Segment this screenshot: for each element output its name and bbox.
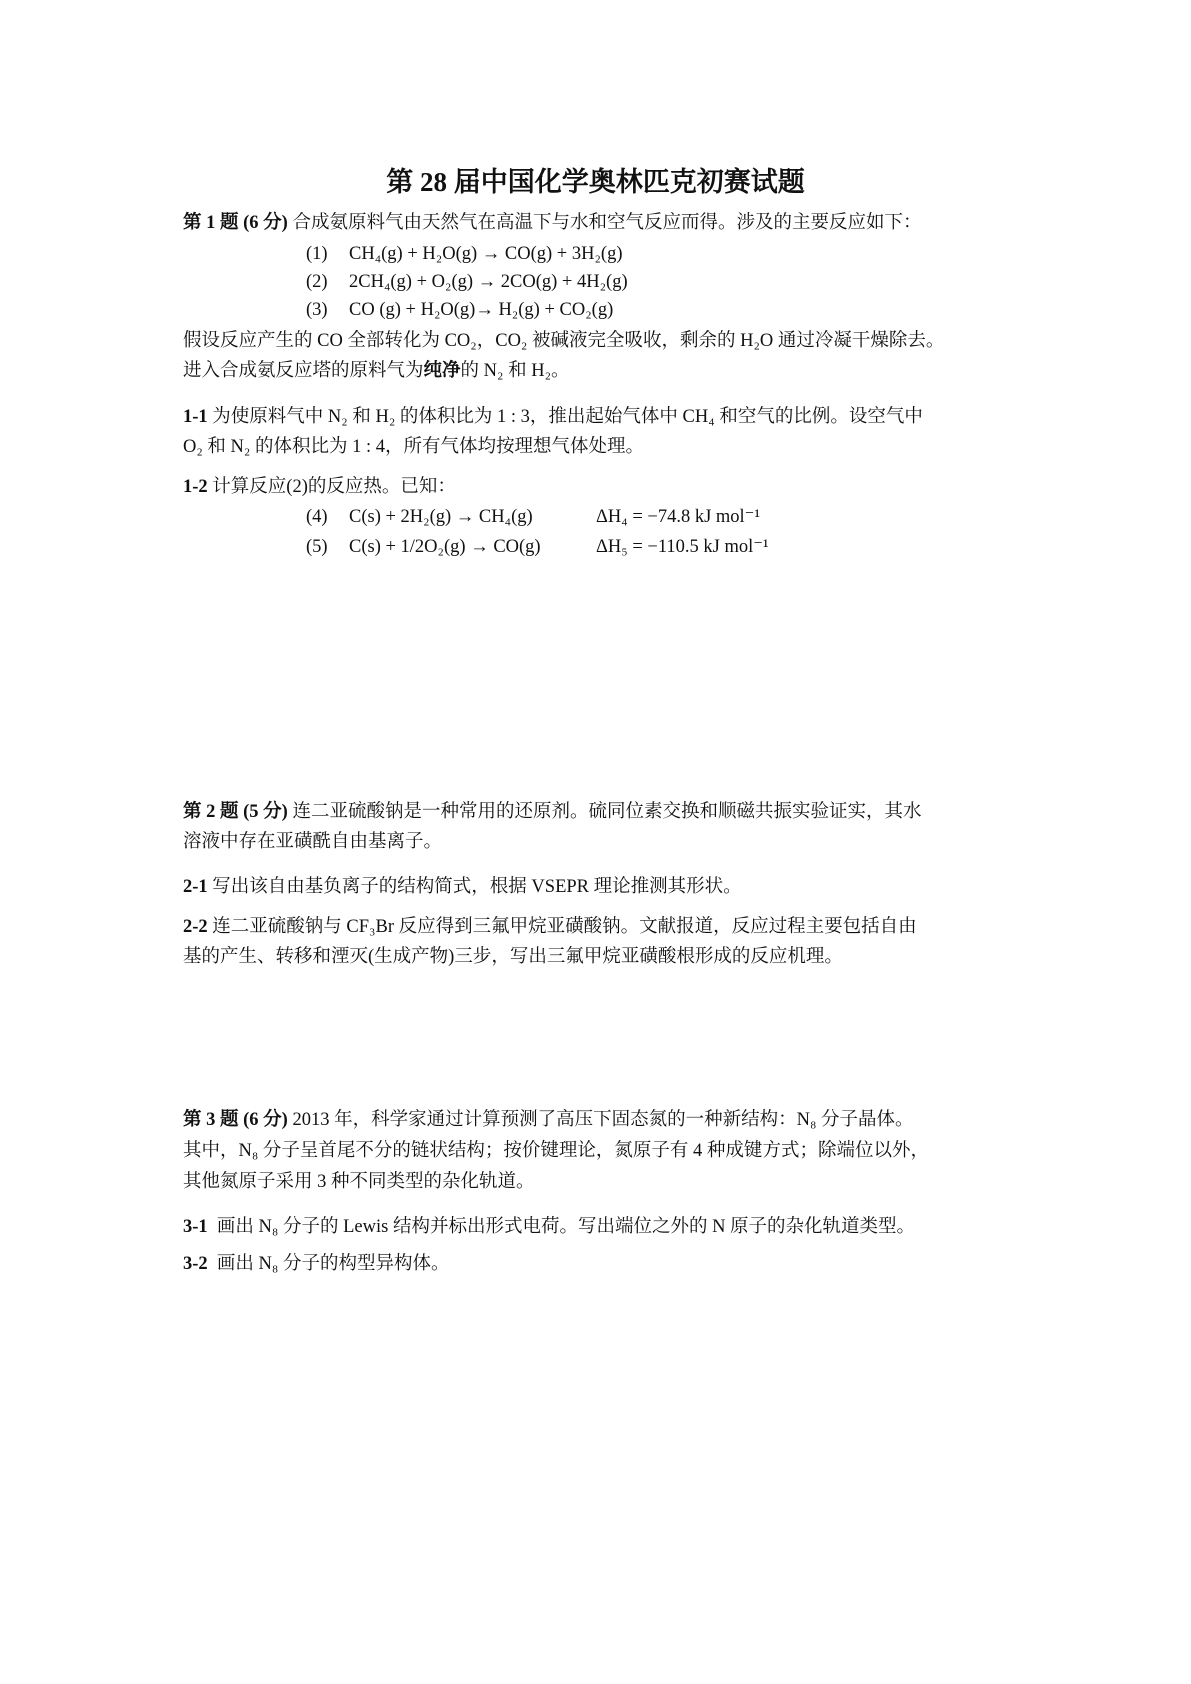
- reaction-equation: CO (g) + H₂O(g)→ H₂(g) + CO₂(g): [349, 300, 614, 320]
- part-text: 写出该自由基负离子的结构简式，根据 VSEPR 理论推测其形状。: [212, 877, 742, 897]
- q3-part2: [183, 1252, 449, 1276]
- q3-label: 第 3 题: [183, 1110, 239, 1130]
- reaction-equation: C(s) + 1/2O₂(g) → CO(g): [349, 537, 541, 557]
- reaction-number: (2): [306, 272, 328, 292]
- q1-header: [183, 211, 921, 235]
- part-text: 计算反应(2)的反应热。已知：: [212, 477, 456, 497]
- part-text: 为使原料气中 N₂ 和 H₂ 的体积比为 1 : 3，推出起始气体中 CH₄ 和空气的比例。设空气中: [212, 407, 923, 427]
- q2-label: 第 2 题: [183, 802, 239, 822]
- reaction-equation: C(s) + 2H₂(g) → CH₄(g): [349, 507, 533, 527]
- part-label: 1-2: [183, 477, 208, 497]
- q2-score: (5 分): [243, 802, 288, 822]
- enthalpy: [596, 505, 760, 529]
- q3-header: [183, 1108, 914, 1132]
- given-reaction-4: [306, 505, 760, 529]
- q3-intro-line-2: 其中，N₈ 分子呈首尾不分的链状结构；按价键理论，氮原子有 4 种成键方式；除端位以外，: [183, 1141, 929, 1161]
- part-text: 画出 N₈ 分子的构型异构体。: [216, 1254, 450, 1274]
- q2-intro-line-2: 溶液中存在亚磺酰自由基离子。: [183, 832, 443, 852]
- part-label: 2-1: [183, 877, 208, 897]
- assumption-text: 的 N₂ 和 H₂。: [460, 361, 570, 381]
- q1-part2: [183, 475, 456, 499]
- q1-assumption-line-1: 假设反应产生的 CO 全部转化为 CO₂，CO₂ 被碱液完全吸收，剩余的 H₂O 通过冷凝干燥除去。: [183, 331, 945, 351]
- q2-part2-line-2: 基的产生、转移和湮灭(生成产物)三步，写出三氟甲烷亚磺酸根形成的反应机理。: [183, 947, 843, 967]
- enthalpy: [596, 535, 769, 559]
- reaction-number: (1): [306, 244, 328, 264]
- reaction-number: (5): [306, 537, 328, 557]
- part-label: 1-1: [183, 407, 208, 427]
- q2-part1: [183, 875, 742, 899]
- q1-label: 第 1 题: [183, 213, 239, 233]
- q2-part2-line-1: [183, 915, 917, 939]
- reaction-3: [306, 298, 613, 322]
- part-text: 画出 N₈ 分子的 Lewis 结构并标出形式电荷。写出端位之外的 N 原子的杂化轨道类型。: [216, 1217, 916, 1237]
- part-label: 2-2: [183, 917, 208, 937]
- reaction-number: (4): [306, 507, 328, 527]
- q3-part1: [183, 1215, 915, 1239]
- enthalpy-value: −74.8 kJ mol⁻¹: [647, 507, 760, 527]
- q3-intro-line-3: 其他氮原子采用 3 种不同类型的杂化轨道。: [183, 1172, 535, 1192]
- q1-intro: 合成氨原料气由天然气在高温下与水和空气反应而得。涉及的主要反应如下：: [292, 213, 922, 233]
- enthalpy-label: ΔH₅ =: [596, 537, 643, 557]
- given-reaction-5: [306, 535, 769, 559]
- q1-assumption-line-2: [183, 359, 570, 383]
- enthalpy-label: ΔH₄ =: [596, 507, 643, 527]
- part-text: 连二亚硫酸钠与 CF₃Br 反应得到三氟甲烷亚磺酸钠。文献报道，反应过程主要包括自由: [212, 917, 917, 937]
- assumption-text: 进入合成氨反应塔的原料气为: [183, 361, 424, 381]
- reaction-2: [306, 270, 628, 294]
- reaction-1: [306, 242, 622, 266]
- q2-header: [183, 800, 921, 824]
- q3-score: (6 分): [243, 1110, 288, 1130]
- q1-part1-line-1: [183, 405, 923, 429]
- reaction-equation: 2CH₄(g) + O₂(g) → 2CO(g) + 4H₂(g): [349, 272, 628, 292]
- reaction-number: (3): [306, 300, 328, 320]
- q3-intro: 2013 年，科学家通过计算预测了高压下固态氮的一种新结构：N₈ 分子晶体。: [292, 1110, 914, 1130]
- part-label: 3-1: [183, 1217, 208, 1237]
- reaction-equation: CH₄(g) + H₂O(g) → CO(g) + 3H₂(g): [349, 244, 623, 264]
- q1-part1-line-2: O₂ 和 N₂ 的体积比为 1 : 4，所有气体均按理想气体处理。: [183, 437, 645, 457]
- q2-intro: 连二亚硫酸钠是一种常用的还原剂。硫同位素交换和顺磁共振实验证实，其水: [292, 802, 922, 822]
- q1-score: (6 分): [243, 213, 288, 233]
- enthalpy-value: −110.5 kJ mol⁻¹: [647, 537, 769, 557]
- page-title: 第 28 届中国化学奥林匹克初赛试题: [386, 167, 805, 197]
- part-label: 3-2: [183, 1254, 208, 1274]
- assumption-emphasis: 纯净: [423, 361, 461, 381]
